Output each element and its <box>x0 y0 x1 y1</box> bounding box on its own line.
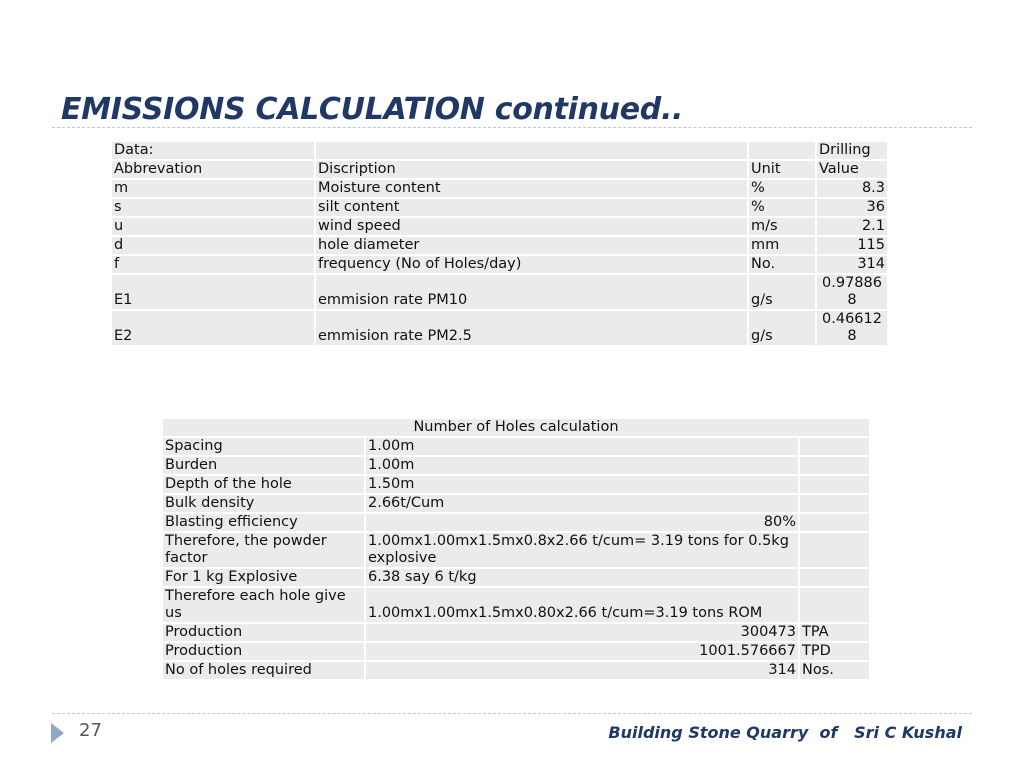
table-row <box>162 475 870 494</box>
table-title: Number of Holes calculation <box>162 418 870 437</box>
header-cell: Abbrevation <box>111 160 315 179</box>
parameter-cell: Production <box>162 623 365 642</box>
unit-cell <box>799 475 870 494</box>
abbreviation-cell: d <box>111 236 315 255</box>
table-row <box>111 255 888 274</box>
unit-cell <box>799 494 870 513</box>
value-cell: 0.466128 <box>816 310 888 346</box>
description-cell: silt content <box>315 198 748 217</box>
table-row <box>111 310 888 346</box>
abbreviation-cell: u <box>111 217 315 236</box>
value-cell: 314 <box>365 661 799 680</box>
parameter-text: Therefore each hole give us <box>165 588 346 621</box>
header-cell: Unit <box>748 160 816 179</box>
parameter-cell <box>162 532 365 568</box>
value-cell: 1001.576667 <box>365 642 799 661</box>
value-cell <box>365 532 799 568</box>
holes-calculation-table <box>161 417 871 681</box>
value-cell: 300473 <box>365 623 799 642</box>
parameter-cell: Burden <box>162 456 365 475</box>
table-header-row <box>111 160 888 179</box>
header-cell: Drilling <box>816 141 888 160</box>
slide-title: EMISSIONS CALCULATION continued.. <box>61 92 684 127</box>
value-text: 1.00mx1.00mx1.5mx0.8x2.66 t/cum= 3.19 tons for 0.5kg explosive <box>368 533 789 566</box>
table-row <box>162 623 870 642</box>
table-row <box>162 437 870 456</box>
table-row <box>111 198 888 217</box>
play-arrow-icon <box>51 723 64 743</box>
parameter-text: Therefore, the powder factor <box>165 533 327 566</box>
table-row <box>162 456 870 475</box>
table-row <box>162 642 870 661</box>
abbreviation-cell: f <box>111 255 315 274</box>
parameter-cell: Bulk density <box>162 494 365 513</box>
footer-divider <box>52 713 972 714</box>
unit-cell <box>799 437 870 456</box>
table-row <box>111 217 888 236</box>
value-cell: 0.978868 <box>816 274 888 310</box>
table-row <box>111 179 888 198</box>
table-title-row <box>162 418 870 437</box>
value-cell: 1.00mx1.00mx1.5mx0.80x2.66 t/cum=3.19 tons ROM <box>365 587 799 623</box>
table-row <box>162 661 870 680</box>
value-cell: 2.66t/Cum <box>365 494 799 513</box>
parameter-cell: Production <box>162 642 365 661</box>
abbreviation-cell: m <box>111 179 315 198</box>
table-row <box>162 532 870 568</box>
unit-cell: g/s <box>748 310 816 346</box>
value-cell: 2.1 <box>816 217 888 236</box>
abbreviation-cell: s <box>111 198 315 217</box>
abbreviation-cell: E2 <box>111 310 315 346</box>
table-row <box>162 587 870 623</box>
unit-cell: TPD <box>799 642 870 661</box>
value-cell: 6.38 say 6 t/kg <box>365 568 799 587</box>
table-row <box>162 568 870 587</box>
value-cell: 1.00m <box>365 437 799 456</box>
value-cell: 1.50m <box>365 475 799 494</box>
unit-cell <box>799 456 870 475</box>
title-divider <box>52 127 972 128</box>
table-row <box>111 274 888 310</box>
description-cell: Moisture content <box>315 179 748 198</box>
unit-cell: mm <box>748 236 816 255</box>
value-cell: 314 <box>816 255 888 274</box>
header-cell: Value <box>816 160 888 179</box>
parameter-cell: For 1 kg Explosive <box>162 568 365 587</box>
value-cell: 80% <box>365 513 799 532</box>
header-cell <box>315 141 748 160</box>
unit-cell <box>799 532 870 568</box>
unit-cell <box>799 587 870 623</box>
value-cell: 1.00m <box>365 456 799 475</box>
description-cell: wind speed <box>315 217 748 236</box>
description-cell: emmision rate PM10 <box>315 274 748 310</box>
unit-cell: m/s <box>748 217 816 236</box>
unit-cell: No. <box>748 255 816 274</box>
table-row <box>162 513 870 532</box>
header-cell: Data: <box>111 141 315 160</box>
unit-cell <box>799 568 870 587</box>
value-cell: 36 <box>816 198 888 217</box>
value-cell: 8.3 <box>816 179 888 198</box>
unit-cell: % <box>748 198 816 217</box>
parameter-cell <box>162 587 365 623</box>
footer-caption: Building Stone Quarry of Sri C Kushal <box>608 723 962 742</box>
parameter-cell: Spacing <box>162 437 365 456</box>
abbreviation-cell: E1 <box>111 274 315 310</box>
unit-cell: Nos. <box>799 661 870 680</box>
header-cell <box>748 141 816 160</box>
header-cell: Discription <box>315 160 748 179</box>
unit-cell <box>799 513 870 532</box>
unit-cell: TPA <box>799 623 870 642</box>
table-row <box>162 494 870 513</box>
parameter-cell: No of holes required <box>162 661 365 680</box>
table-row <box>111 236 888 255</box>
emission-data-table <box>110 140 889 347</box>
unit-cell: % <box>748 179 816 198</box>
description-cell: emmision rate PM2.5 <box>315 310 748 346</box>
table-header-row <box>111 141 888 160</box>
description-cell: hole diameter <box>315 236 748 255</box>
parameter-cell: Depth of the hole <box>162 475 365 494</box>
slide-number: 27 <box>79 720 102 741</box>
value-cell: 115 <box>816 236 888 255</box>
unit-cell: g/s <box>748 274 816 310</box>
description-cell: frequency (No of Holes/day) <box>315 255 748 274</box>
parameter-cell: Blasting efficiency <box>162 513 365 532</box>
